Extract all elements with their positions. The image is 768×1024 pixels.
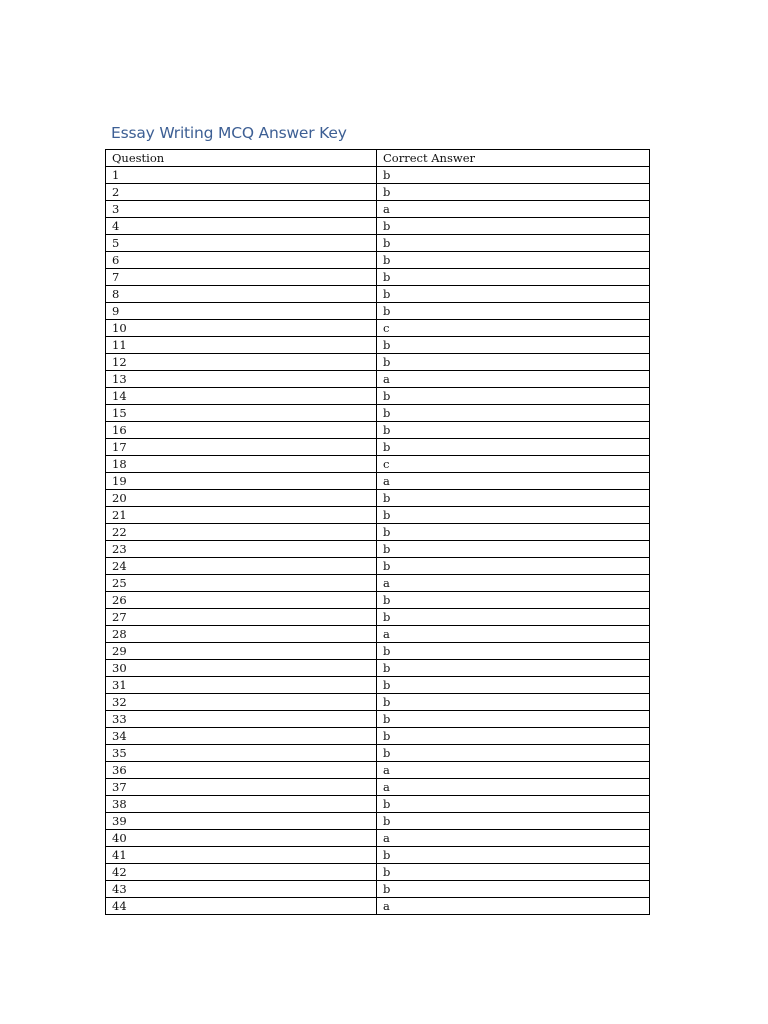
- question-number-cell: 35: [106, 745, 377, 762]
- correct-answer-cell: a: [377, 779, 650, 796]
- correct-answer-cell: b: [377, 286, 650, 303]
- table-row: [106, 439, 650, 456]
- table-row: [106, 558, 650, 575]
- table-row: [106, 490, 650, 507]
- question-number-cell: 11: [106, 337, 377, 354]
- question-number-cell: 3: [106, 201, 377, 218]
- question-number-cell: 19: [106, 473, 377, 490]
- correct-answer-cell: b: [377, 609, 650, 626]
- correct-answer-cell: b: [377, 388, 650, 405]
- question-number-cell: 17: [106, 439, 377, 456]
- correct-answer-cell: b: [377, 711, 650, 728]
- correct-answer-cell: b: [377, 660, 650, 677]
- question-number-cell: 38: [106, 796, 377, 813]
- question-number-cell: 43: [106, 881, 377, 898]
- table-row: [106, 320, 650, 337]
- question-number-cell: 32: [106, 694, 377, 711]
- question-number-cell: 4: [106, 218, 377, 235]
- table-row: [106, 694, 650, 711]
- table-row: [106, 898, 650, 915]
- correct-answer-cell: b: [377, 184, 650, 201]
- table-row: [106, 269, 650, 286]
- question-number-cell: 39: [106, 813, 377, 830]
- question-number-cell: 36: [106, 762, 377, 779]
- table-row: [106, 609, 650, 626]
- correct-answer-cell: b: [377, 847, 650, 864]
- correct-answer-cell: b: [377, 354, 650, 371]
- correct-answer-cell: b: [377, 507, 650, 524]
- question-number-cell: 15: [106, 405, 377, 422]
- table-row: [106, 405, 650, 422]
- correct-answer-cell: b: [377, 337, 650, 354]
- correct-answer-cell: a: [377, 762, 650, 779]
- question-number-cell: 33: [106, 711, 377, 728]
- correct-answer-cell: b: [377, 592, 650, 609]
- question-number-cell: 22: [106, 524, 377, 541]
- table-row: [106, 337, 650, 354]
- table-body: [106, 167, 650, 915]
- table-row: [106, 201, 650, 218]
- table-row: [106, 184, 650, 201]
- table-row: [106, 881, 650, 898]
- question-number-cell: 2: [106, 184, 377, 201]
- table-row: [106, 626, 650, 643]
- correct-answer-cell: b: [377, 541, 650, 558]
- question-number-cell: 24: [106, 558, 377, 575]
- question-number-cell: 25: [106, 575, 377, 592]
- question-number-cell: 26: [106, 592, 377, 609]
- question-number-cell: 40: [106, 830, 377, 847]
- table-row: [106, 354, 650, 371]
- table-row: [106, 371, 650, 388]
- answer-key-table: [105, 149, 650, 915]
- correct-answer-cell: a: [377, 201, 650, 218]
- question-number-cell: 16: [106, 422, 377, 439]
- correct-answer-cell: a: [377, 575, 650, 592]
- correct-answer-cell: c: [377, 456, 650, 473]
- question-number-cell: 27: [106, 609, 377, 626]
- table-row: [106, 286, 650, 303]
- question-number-cell: 12: [106, 354, 377, 371]
- table-row: [106, 303, 650, 320]
- question-number-cell: 14: [106, 388, 377, 405]
- correct-answer-cell: b: [377, 643, 650, 660]
- question-number-cell: 18: [106, 456, 377, 473]
- question-number-cell: 34: [106, 728, 377, 745]
- table-row: [106, 524, 650, 541]
- table-row: [106, 813, 650, 830]
- question-number-cell: 10: [106, 320, 377, 337]
- correct-answer-cell: b: [377, 694, 650, 711]
- correct-answer-cell: b: [377, 303, 650, 320]
- correct-answer-cell: a: [377, 898, 650, 915]
- question-number-cell: 13: [106, 371, 377, 388]
- correct-answer-cell: c: [377, 320, 650, 337]
- question-number-cell: 23: [106, 541, 377, 558]
- table-row: [106, 864, 650, 881]
- table-row: [106, 745, 650, 762]
- question-number-cell: 37: [106, 779, 377, 796]
- correct-answer-cell: b: [377, 881, 650, 898]
- question-number-cell: 42: [106, 864, 377, 881]
- table-row: [106, 422, 650, 439]
- correct-answer-cell: b: [377, 269, 650, 286]
- correct-answer-cell: b: [377, 745, 650, 762]
- correct-answer-cell: b: [377, 218, 650, 235]
- column-header-question: Question: [106, 150, 377, 167]
- table-row: [106, 643, 650, 660]
- correct-answer-cell: b: [377, 405, 650, 422]
- correct-answer-cell: b: [377, 677, 650, 694]
- question-number-cell: 7: [106, 269, 377, 286]
- correct-answer-cell: b: [377, 558, 650, 575]
- table-row: [106, 252, 650, 269]
- table-row: [106, 167, 650, 184]
- table-row: [106, 762, 650, 779]
- table-row: [106, 779, 650, 796]
- correct-answer-cell: b: [377, 524, 650, 541]
- table-row: [106, 541, 650, 558]
- table-row: [106, 218, 650, 235]
- correct-answer-cell: b: [377, 813, 650, 830]
- page-title: Essay Writing MCQ Answer Key: [111, 124, 347, 142]
- correct-answer-cell: b: [377, 490, 650, 507]
- correct-answer-cell: b: [377, 422, 650, 439]
- question-number-cell: 9: [106, 303, 377, 320]
- question-number-cell: 30: [106, 660, 377, 677]
- correct-answer-cell: a: [377, 473, 650, 490]
- table-row: [106, 507, 650, 524]
- question-number-cell: 44: [106, 898, 377, 915]
- table-row: [106, 711, 650, 728]
- table-row: [106, 388, 650, 405]
- question-number-cell: 20: [106, 490, 377, 507]
- table-row: [106, 575, 650, 592]
- question-number-cell: 41: [106, 847, 377, 864]
- correct-answer-cell: a: [377, 626, 650, 643]
- question-number-cell: 28: [106, 626, 377, 643]
- question-number-cell: 29: [106, 643, 377, 660]
- correct-answer-cell: b: [377, 235, 650, 252]
- table-row: [106, 235, 650, 252]
- table-row: [106, 456, 650, 473]
- correct-answer-cell: b: [377, 864, 650, 881]
- table-row: [106, 473, 650, 490]
- table-row: [106, 660, 650, 677]
- question-number-cell: 1: [106, 167, 377, 184]
- correct-answer-cell: a: [377, 830, 650, 847]
- correct-answer-cell: b: [377, 796, 650, 813]
- correct-answer-cell: b: [377, 439, 650, 456]
- correct-answer-cell: b: [377, 252, 650, 269]
- correct-answer-cell: a: [377, 371, 650, 388]
- question-number-cell: 31: [106, 677, 377, 694]
- table-row: [106, 677, 650, 694]
- table-row: [106, 592, 650, 609]
- correct-answer-cell: b: [377, 167, 650, 184]
- question-number-cell: 8: [106, 286, 377, 303]
- correct-answer-cell: b: [377, 728, 650, 745]
- column-header-correct-answer: Correct Answer: [377, 150, 650, 167]
- table-row: [106, 728, 650, 745]
- question-number-cell: 5: [106, 235, 377, 252]
- question-number-cell: 21: [106, 507, 377, 524]
- table-row: [106, 847, 650, 864]
- table-row: [106, 796, 650, 813]
- table-row: [106, 830, 650, 847]
- table-header-row: [106, 150, 650, 167]
- question-number-cell: 6: [106, 252, 377, 269]
